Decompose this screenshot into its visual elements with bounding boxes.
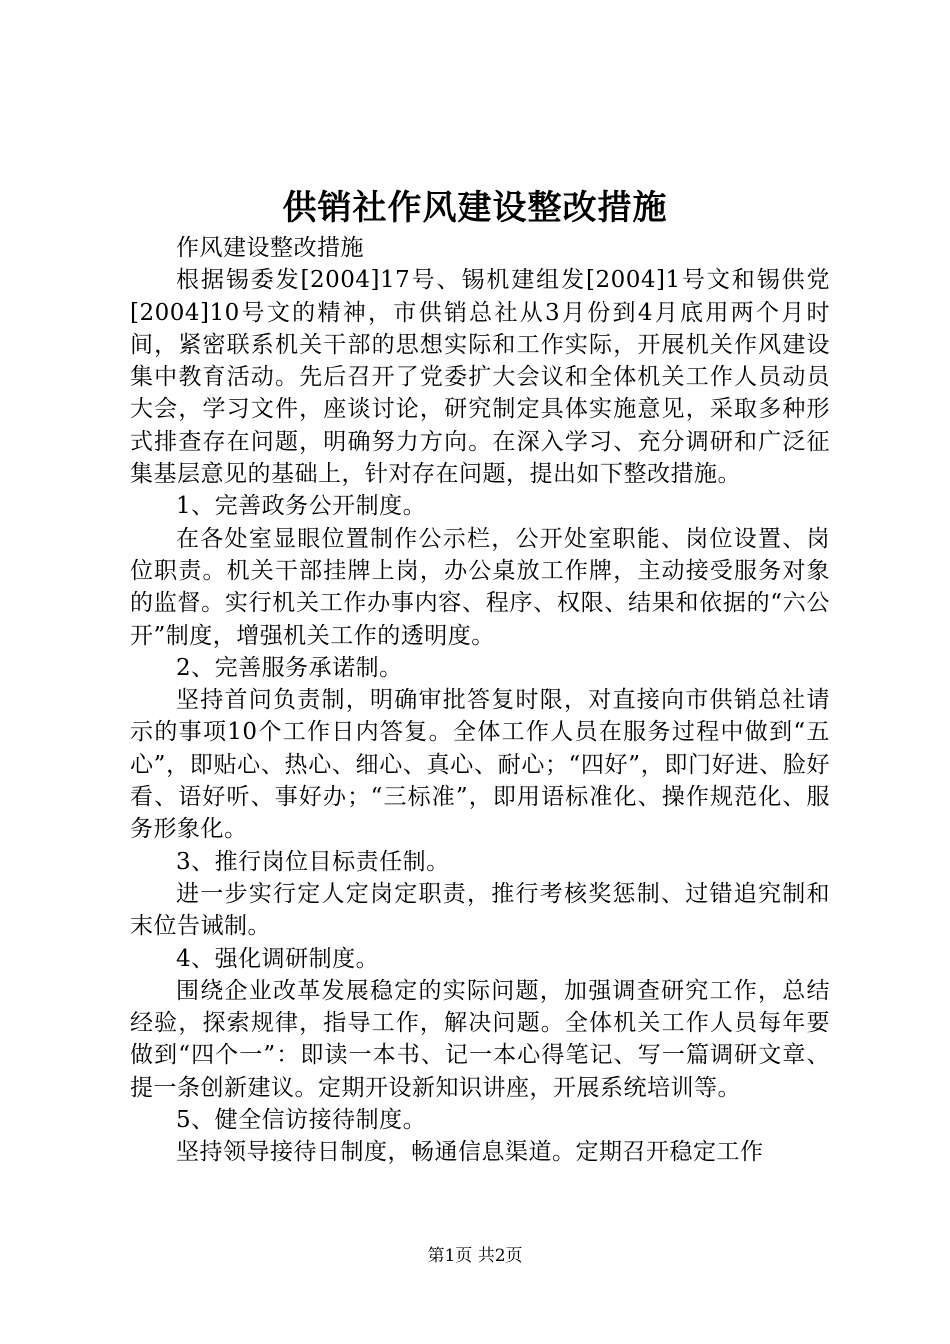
document-body: [130, 232, 830, 1169]
document-title: 供销社作风建设整改措施: [282, 188, 668, 228]
section-body-3: 进一步实行定人定岗定职责，推行考核奖惩制、过错追究制和末位告诫制。: [130, 880, 830, 940]
section-body-5: 坚持领导接待日制度，畅通信息渠道。定期召开稳定工作: [176, 1139, 764, 1166]
page-footer: 第1页 共2页: [427, 1246, 523, 1266]
section-heading-5: 5、健全信访接待制度。: [176, 1107, 427, 1134]
section-heading-3: 3、推行岗位目标责任制。: [176, 848, 450, 875]
section-body-2: 坚持首问负责制，明确审批答复时限，对直接向市供销总社请示的事项10个工作日内答复。全体工作人员在服务过程中做到“五心”，即贴心、热心、细心、真心、耐心；“四好”，即门好进、脸好看、语好听、事好办；“三标准”，即用语标准化、操作规范化、服务形象化。: [130, 687, 830, 843]
section-body-1: 在各处室显眼位置制作公示栏，公开处室职能、岗位设置、岗位职责。机关干部挂牌上岗，办公桌放工作牌，主动接受服务对象的监督。实行机关工作办事内容、程序、权限、结果和依据的“六公开”制度，增强机关工作的透明度。: [130, 525, 830, 649]
section-heading-1: 1、完善政务公开制度。: [176, 493, 427, 520]
section-body-4: 围绕企业改革发展稳定的实际问题，加强调查研究工作，总结经验，探索规律，指导工作，解决问题。全体机关工作人员每年要做到“四个一”：即读一本书、记一本心得笔记、写一篇调研文章、提一条创新建议。定期开设新知识讲座，开展系统培训等。: [130, 977, 830, 1101]
section-heading-2: 2、完善服务承诺制。: [176, 654, 403, 681]
subtitle-paragraph: 作风建设整改措施: [176, 235, 364, 261]
intro-paragraph: 根据锡委发[2004]17号、锡机建组发[2004]1号文和锡供党[2004]10号文的精神，市供销总社从3月份到4月底用两个月时间，紧密联系机关干部的思想实际和工作实际，开展机关作风建设集中教育活动。先后召开了党委扩大会议和全体机关工作人员动员大会，学习文件，座谈讨论，研究制定具体实施意见，采取多种形式排查存在问题，明确努力方向。在深入学习、充分调研和广泛征集基层意见的基础上，针对存在问题，提出如下整改措施。: [130, 267, 830, 488]
section-heading-4: 4、强化调研制度。: [176, 945, 380, 972]
